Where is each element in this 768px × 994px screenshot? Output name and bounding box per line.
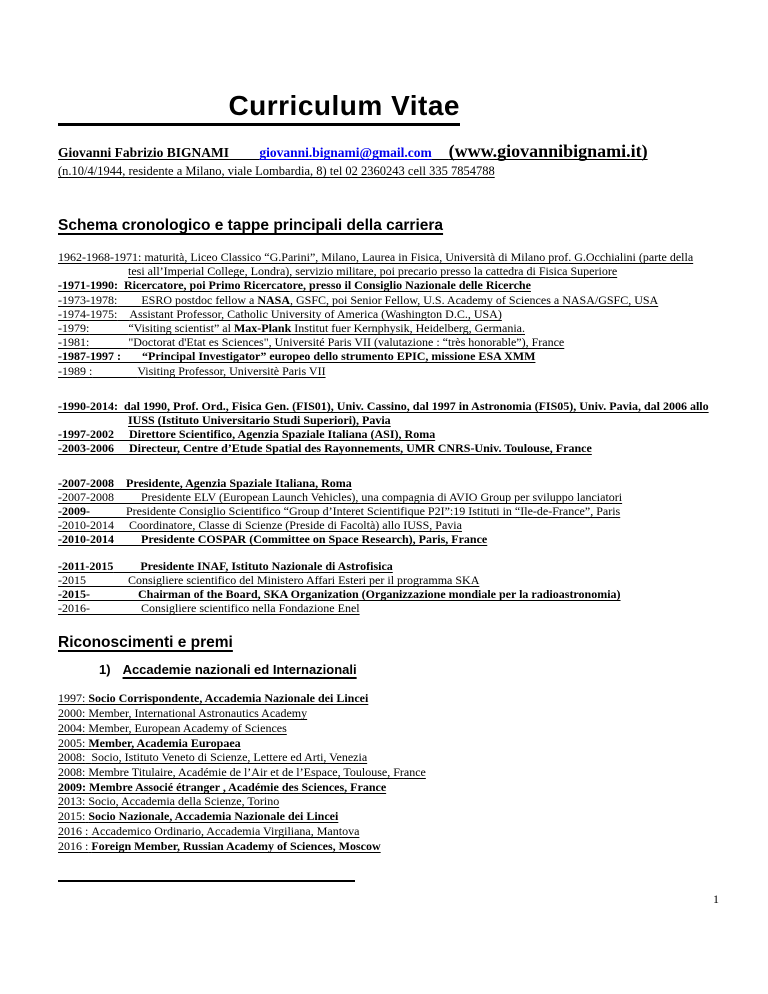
entry-text: "Doctorat d'Etat es Sciences", Université Paris VII (valutazione : “très honorable”), France (128, 335, 565, 350)
entry-text: Consigliere scientifico nella Fondazione Enel (141, 601, 360, 616)
entry-period: -2007-2008 (58, 489, 114, 504)
award-text: Member, International Astronautics Academy (88, 706, 308, 721)
section-awards-heading: Riconoscimenti e premi (58, 634, 233, 652)
awards-subheading (99, 662, 711, 677)
award-entry (58, 750, 711, 765)
career-entry (58, 559, 711, 573)
career-entry (58, 349, 711, 363)
award-text: Socio Nazionale, Accademia Nazionale dei Lincei (88, 809, 339, 824)
tab-space (90, 587, 138, 601)
awards-list (58, 691, 711, 853)
entry-text-part: “Visiting scientist” al (128, 321, 234, 336)
award-text: Member, European Academy of Sciences (88, 720, 287, 735)
award-year: 2000: (58, 706, 86, 721)
career-entry (58, 518, 711, 532)
award-year: 2016 : (58, 838, 89, 853)
career-entry (58, 441, 711, 455)
career-entry (58, 587, 711, 601)
award-text: Member, Academia Europaea (88, 735, 241, 750)
section-career-heading: Schema cronologico e tappe principali della carriera (58, 217, 444, 234)
award-entry (58, 765, 711, 780)
entry-text-part: , GSFC, poi Senior Fellow, U.S. Academy of Sciences a NASA/GSFC, USA (290, 292, 659, 307)
career-entry (58, 601, 711, 615)
career-block-2 (58, 399, 711, 456)
career-entry (58, 532, 711, 546)
career-entry (58, 364, 711, 378)
award-entry (58, 706, 711, 721)
award-year: 2009: (58, 779, 86, 794)
award-entry (58, 691, 711, 706)
tab-space (90, 601, 141, 615)
tab-space (90, 504, 126, 518)
career-entry (58, 490, 711, 504)
tab-space (114, 532, 141, 546)
entry-text: maturità, Liceo Classico “G.Parini”, Milano, Laurea in Fisica, Università di Milano prof. G.Occhialini (parte della tesi all’Imperial College, Londra), servizio militare, poi precario presso la cattedra di Fisica Superiore (128, 250, 694, 279)
award-year: 2015: (58, 809, 86, 824)
entry-period: -2015 (58, 572, 86, 587)
award-text: Membre Titulaire, Académie de l’Air et de l’Espace, Toulouse, France (88, 764, 426, 779)
entry-period: -2010-2014 (58, 518, 114, 533)
entry-text (141, 293, 658, 307)
entry-period: -2007-2008 (58, 475, 114, 490)
website: (www.giovannibignami.it) (448, 141, 648, 161)
tab-space (113, 559, 140, 573)
subheading-number: 1) (99, 662, 111, 678)
entry-text: Consigliere scientifico del Ministero Affari Esteri per il programma SKA (128, 572, 480, 587)
award-entry (58, 721, 711, 736)
award-text: Socio, Istituto Veneto di Scienze, Lettere ed Arti, Venezia (91, 750, 368, 765)
tab-space (229, 145, 259, 160)
entry-period: -1997-2002 (58, 427, 114, 442)
entry-text: Assistant Professor, Catholic University of America (Washington D.C., USA) (129, 306, 502, 321)
award-year: 2013: (58, 794, 86, 809)
tab-space (89, 335, 128, 349)
entry-text-part: NASA (257, 292, 290, 307)
award-entry (58, 839, 711, 854)
career-entry (58, 573, 711, 587)
person-name: Giovanni Fabrizio BIGNAMI (58, 145, 230, 160)
subheading-title: Accademie nazionali ed Internazionali (122, 662, 357, 678)
entry-text: Presidente COSPAR (Committee on Space Research), Paris, France (141, 532, 488, 547)
career-entry (58, 250, 711, 278)
tab-space (117, 307, 129, 321)
entry-period: -1990-2014: (58, 398, 118, 413)
tab-space (92, 364, 137, 378)
career-block-1 (58, 250, 711, 378)
tab-space (86, 573, 128, 587)
entry-period: -1971-1990: (58, 278, 118, 293)
tab-space (89, 321, 128, 335)
entry-period: -2011-2015 (58, 558, 114, 573)
footer-rule (58, 880, 355, 882)
award-year: 1997: (58, 691, 86, 706)
tab-space (114, 490, 141, 504)
award-year: 2016 : (58, 823, 89, 838)
entry-text: Directeur, Centre d’Etude Spatial des Rayonnements, UMR CNRS-Univ. Toulouse, France (129, 441, 592, 456)
tab-space (117, 293, 141, 307)
award-entry (58, 780, 711, 795)
entry-period: -1987-1997 : (58, 349, 121, 364)
career-entry (58, 476, 711, 490)
email-link[interactable]: giovanni.bignami@gmail.com (259, 145, 432, 160)
entry-period: -2016- (58, 601, 90, 616)
entry-period: -2009- (58, 504, 90, 519)
entry-period: 1962-1968-1971: (58, 250, 142, 264)
entry-text-part: Max-Plank (233, 321, 292, 336)
entry-text-part: Institut fuer Kernphysik, Heidelberg, Germania. (291, 321, 525, 336)
entry-text: Presidente Consiglio Scientifico “Group d’Interet Scientifique P2I”:19 Istituti in “Ile-de-France”, Paris (126, 504, 621, 519)
entry-text: Presidente, Agenzia Spaziale Italiana, Roma (126, 475, 352, 490)
award-entry (58, 824, 711, 839)
entry-period: -1979: (58, 321, 90, 336)
career-entry (58, 427, 711, 441)
career-entry (58, 307, 711, 321)
award-entry (58, 809, 711, 824)
tab-space (432, 145, 449, 160)
entry-text: Presidente ELV (European Launch Vehicles), una compagnia di AVIO Group per sviluppo lanciatori (141, 489, 623, 504)
award-year: 2008: (58, 750, 86, 765)
page-number: 1 (713, 892, 719, 906)
award-year: 2004: (58, 720, 86, 735)
career-entry (58, 293, 711, 307)
entry-period: -1973-1978: (58, 292, 118, 307)
entry-text: Ricercatore, poi Primo Ricercatore, presso il Consiglio Nazionale delle Ricerche (124, 278, 531, 293)
contact-line (58, 141, 711, 162)
document-title: Curriculum Vitae (228, 90, 460, 121)
career-entry (58, 321, 711, 335)
award-text: Socio Corrispondente, Accademia Nazionale dei Lincei (88, 691, 369, 706)
award-year: 2008: (58, 764, 86, 779)
career-entry (58, 278, 711, 292)
tab-space (114, 441, 129, 455)
entry-text (128, 321, 525, 335)
entry-text: Coordinatore, Classe di Scienze (Preside di Facoltà) allo IUSS, Pavia (129, 518, 462, 533)
entry-text: Direttore Scientifico, Agenzia Spaziale Italiana (ASI), Roma (129, 427, 436, 442)
entry-text: dal 1990, Prof. Ord., Fisica Gen. (FIS01), Univ. Cassino, dal 1997 in Astronomia (FIS05), Univ. Pavia, dal 2006 allo IUSS (Istituto Universitario Studi Superiori), Pavia (124, 398, 709, 428)
career-block-3 (58, 476, 711, 547)
entry-period: -1981: (58, 335, 90, 350)
career-entry (58, 504, 711, 518)
career-entry (58, 335, 711, 349)
career-block-4 (58, 559, 711, 616)
entry-period: -2003-2006 (58, 441, 114, 456)
entry-text-part: ESRO postdoc fellow a (141, 292, 258, 307)
entry-period: -2015- (58, 587, 90, 602)
tab-space (114, 476, 126, 490)
personal-info: (n.10/4/1944, residente a Milano, viale Lombardia, 8) tel 02 2360243 cell 335 7854788 (58, 164, 495, 178)
award-entry (58, 794, 711, 809)
entry-text: “Principal Investigator” europeo dello strumento EPIC, missione ESA XMM (142, 349, 536, 364)
entry-period: -2010-2014 (58, 532, 114, 547)
tab-space (114, 427, 129, 441)
award-text: Membre Associé étranger , Académie des Sciences, France (89, 779, 387, 794)
award-entry (58, 736, 711, 751)
entry-period: -1974-1975: (58, 306, 118, 321)
entry-text: Visiting Professor, Universitè Paris VII (137, 363, 326, 378)
tab-space (114, 518, 129, 532)
award-text: Accademico Ordinario, Accademia Virgiliana, Mantova (91, 823, 360, 838)
award-text: Socio, Accademia della Scienze, Torino (88, 794, 280, 809)
award-year: 2005: (58, 735, 86, 750)
entry-text: Presidente INAF, Istituto Nazionale di Astrofisica (140, 558, 393, 573)
entry-period: -1989 : (58, 363, 93, 378)
award-text: Foreign Member, Russian Academy of Sciences, Moscow (91, 838, 381, 853)
entry-text: Chairman of the Board, SKA Organization (Organizzazione mondiale per la radioastronomia) (138, 587, 621, 602)
document-title-underline (58, 90, 460, 126)
career-entry (58, 399, 711, 427)
tab-space (121, 349, 142, 363)
